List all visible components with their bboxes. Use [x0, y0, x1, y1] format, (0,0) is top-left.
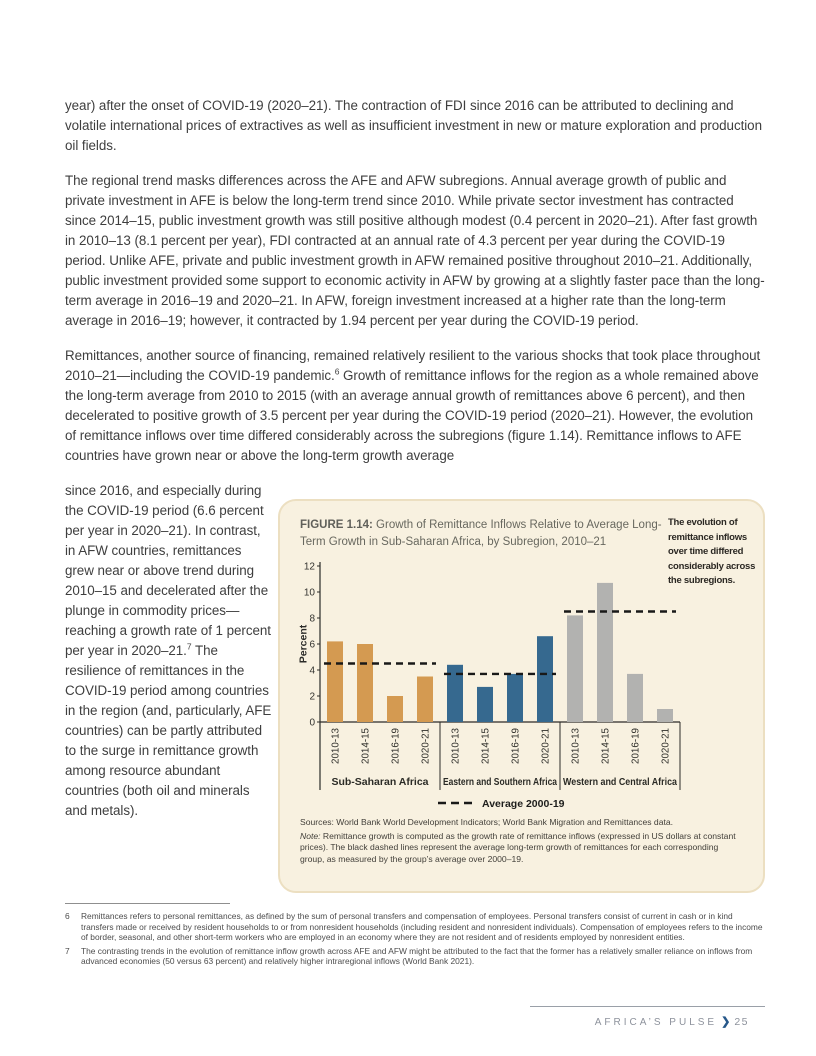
paragraph-remittances	[65, 346, 765, 466]
svg-text:Western and Central Africa: Western and Central Africa	[563, 776, 678, 788]
left-column-text-cont: The resilience of remittances in the COVID-19 period among countries in the region (and, particularly, AFE countries) can be partly attributed to the surge in remittance growth among resource abundant countries (both oil and minerals and metals).	[65, 643, 272, 818]
footnote-marker-7: 7	[186, 641, 192, 652]
footnote-7-number: 7	[65, 945, 70, 956]
svg-text:2020-21: 2020-21	[420, 728, 432, 764]
svg-text:Average 2000-19: Average 2000-19	[482, 798, 565, 810]
figure-title-text: Growth of Remittance Inflows Relative to Average Long-Term Growth in Sub-Saharan Africa, by Subregion, 2010–21	[300, 519, 662, 548]
svg-text:2014-15: 2014-15	[600, 728, 612, 764]
svg-text:0: 0	[309, 717, 315, 729]
svg-text:Percent: Percent	[297, 624, 310, 664]
svg-text:2014-15: 2014-15	[360, 728, 372, 764]
page-footer	[530, 1006, 765, 1030]
svg-text:6: 6	[309, 639, 315, 651]
svg-text:2: 2	[309, 691, 315, 703]
text-figure-row	[65, 481, 765, 893]
footer-page-number: 25	[734, 1016, 749, 1028]
footnote-6	[65, 911, 765, 943]
footnote-7-text: The contrasting trends in the evolution of remittance inflow growth across AFE and AFW might be attributed to the fact that the former has a relatively smaller reliance on inflows from advanced economies (50 versus 63 percent) and relatively higher intraregional inflows (World Bank 2021).	[81, 945, 753, 967]
figure-note-text: Remittance growth is computed as the growth rate of remittance inflows (expressed in US dollars at constant prices). The black dashed lines represent the average long-term growth of remittances for each corresponding group, as measured by the group’s average over 2000–19.	[300, 831, 736, 864]
svg-text:4: 4	[309, 665, 315, 677]
left-text-column	[65, 481, 273, 821]
figure-side-note: The evolution of remittance inflows over time differed considerably across the subregions.	[668, 517, 756, 586]
svg-text:12: 12	[303, 561, 315, 573]
paragraph-remittances-text-cont: Growth of remittance inflows for the region as a whole remained above the long-term average from 2010 to 2015 (with an average annual growth of remittances above 6 percent), and then decelerated to positive growth of 3.5 percent per year during the COVID-19 period (2020–21). However, the evolution of remittance inflows over time differed considerably across the subregions (figure 1.14). Remittance inflows to AFE countries have grown near or above the long-term growth average	[65, 368, 759, 463]
svg-text:2020-21: 2020-21	[540, 728, 552, 764]
figure-1-14-panel	[278, 499, 765, 893]
footer-arrow-icon: ❯	[721, 1016, 731, 1028]
svg-text:2016-19: 2016-19	[510, 728, 522, 764]
paragraph-fdi: year) after the onset of COVID-19 (2020–21). The contraction of FDI since 2016 can be attributed to declining and volatile international prices of extractives as well as insufficient investment in new or mature exploration and production oil fields.	[65, 98, 762, 153]
footnote-6-text: Remittances refers to personal remittances, as defined by the sum of personal transfers and compensation of employees. Personal transfers consist of current in cash or in kind transfers made or received by resident households to or from nonresident households (including resident and nonresident individuals). Compensation of employees refers to the income of border, seasonal, and other short-term workers who are employed in an economy where they are not resident and of residents employed by nonresident entities.	[81, 911, 763, 943]
footnote-divider	[65, 903, 230, 904]
footnote-marker-6: 6	[334, 366, 340, 377]
footnote-6-number: 6	[65, 911, 70, 921]
footnote-7	[65, 946, 765, 967]
svg-text:2016-19: 2016-19	[630, 728, 642, 764]
svg-text:2016-19: 2016-19	[390, 728, 402, 764]
paragraph-remittances-text: Remittances, another source of financing, remained relatively resilient to the various shocks that took place throughout 2010–21—including the COVID-19 pandemic.	[65, 348, 761, 383]
svg-text:2014-15: 2014-15	[480, 728, 492, 764]
paragraph-regional-trend: The regional trend masks differences across the AFE and AFW subregions. Annual average growth of public and private investment in AFE is below the long-term trend since 2010. While private sector investment has contracted since 2014–15, public investment growth was still positive although modest (0.4 percent in 2020–21). After fast growth in 2010–13 (8.1 percent per year), FDI contracted at an annual rate of 4.3 percent per year during the COVID-19 period. Unlike AFE, private and public investment growth in AFW remained positive throughout 2010–21. Additionally, public investment provided some support to economic activity in AFW by growing at a slightly faster pace than the long-term average in 2016–19 and 2020–21. In AFW, foreign investment increased at a higher rate than the long-term average in 2016–19; however, it contracted by 1.94 percent per year during the COVID-19 period.	[65, 173, 765, 328]
figure-title	[300, 517, 674, 550]
figure-label: FIGURE 1.14:	[300, 519, 373, 531]
svg-text:2010-13: 2010-13	[330, 728, 342, 764]
figure-note-line	[300, 831, 745, 865]
svg-text:8: 8	[309, 613, 315, 625]
svg-text:2020-21: 2020-21	[660, 728, 672, 764]
svg-text:2010-13: 2010-13	[570, 728, 582, 764]
svg-text:Eastern and Southern Africa: Eastern and Southern Africa	[443, 776, 558, 788]
svg-text:Sub-Saharan Africa: Sub-Saharan Africa	[331, 776, 429, 788]
left-column-text: since 2016, and especially during the COVID-19 period (6.6 percent per year in 2020–21). In contrast, in AFW countries, remittances grew near or above trend during 2010–15 and decelerated after the plunge in commodity prices—reaching a growth rate of 1 percent per year in 2020–21.	[65, 483, 271, 658]
figure-note-label: Note:	[300, 831, 321, 842]
figure-chart	[294, 558, 749, 815]
footnotes-section	[65, 911, 765, 967]
svg-text:2010-13: 2010-13	[450, 728, 462, 764]
page-content	[65, 96, 765, 970]
figure-sources-notes	[300, 817, 745, 865]
svg-text:10: 10	[303, 587, 315, 599]
footer-report-title: AFRICA’S PULSE	[594, 1017, 718, 1028]
figure-sources-line: Sources: World Bank World Development Indicators; World Bank Migration and Remittances data.	[300, 817, 674, 827]
